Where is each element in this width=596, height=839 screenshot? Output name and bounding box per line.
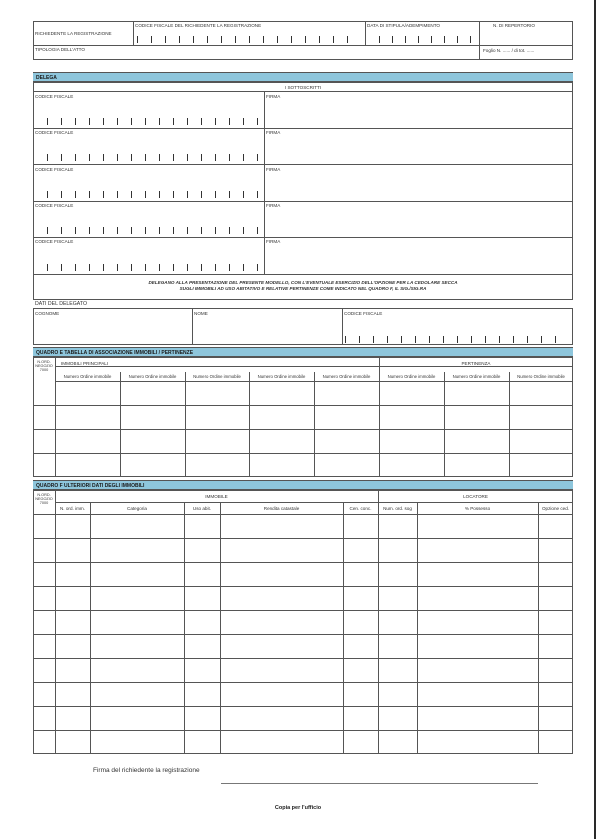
nord-negozio-label: N.ORD. NEGOZIO 7000 — [35, 493, 53, 506]
quadro-f-vline — [184, 502, 185, 754]
immobili-principali-label: IMMOBILI PRINCIPALI — [61, 361, 109, 366]
quadro-f-divider — [33, 730, 573, 731]
quadro-f-vline — [55, 490, 56, 754]
quadro-f-divider — [33, 514, 573, 515]
delegato-vline — [342, 308, 343, 345]
firma-label: FIRMA — [266, 94, 281, 99]
quadro-f-divider — [33, 562, 573, 563]
header-divider — [33, 45, 573, 46]
richiedente-label: RICHIEDENTE LA REGISTRAZIONE — [35, 31, 112, 36]
quadro-f-vline — [378, 490, 379, 754]
quadro-f-vline — [417, 502, 418, 754]
opzione-header: Opzione ced. — [541, 506, 570, 511]
quadro-f-table — [33, 490, 573, 754]
n-repertorio-label: N. DI REPERTORIO — [493, 23, 535, 28]
numero-ordine-header: Numero Ordine immobile — [387, 374, 436, 379]
codice-fiscale-field[interactable] — [47, 190, 259, 198]
numero-ordine-header: Numero Ordine immobile — [193, 374, 241, 379]
possesso-header: % Possesso — [464, 506, 491, 511]
quadro-e-vline — [444, 372, 445, 477]
cen-conc-header: Cen. conc. — [349, 506, 372, 511]
quadro-e-divider — [33, 405, 573, 406]
delega-divider — [33, 164, 573, 165]
categoria-header: Categoria — [127, 506, 147, 511]
delega-divider — [33, 201, 573, 202]
delegato-title: DATI DEL DELEGATO — [35, 301, 87, 307]
quadro-f-divider — [33, 658, 573, 659]
quadro-f-section-bar — [33, 480, 573, 490]
quadro-e-vline — [509, 372, 510, 477]
quadro-f-divider — [33, 682, 573, 683]
quadro-f-divider — [55, 502, 573, 503]
header-vline — [365, 21, 366, 45]
sottoscritti-label: I SOTTOSCRITTI — [284, 85, 322, 90]
quadro-f-vline — [220, 502, 221, 754]
quadro-e-divider — [33, 453, 573, 454]
delega-section-bar — [33, 72, 573, 82]
codice-fiscale-field[interactable] — [47, 117, 259, 125]
delega-statement-line2: SUGLI IMMOBILI AD USO ABITATIVO E RELATIVE PERTINENZE COME INDICATO NEL QUADRO F, IL SIG./SIG.RA — [179, 286, 427, 291]
numero-ordine-header: Numero Ordine immobile — [257, 374, 306, 379]
quadro-f-divider — [33, 706, 573, 707]
delega-divider — [33, 237, 573, 238]
firma-richiedente-line[interactable] — [221, 783, 538, 784]
codice-fiscale-label: CODICE FISCALE — [35, 167, 74, 172]
delega-divider — [33, 128, 573, 129]
header-vline — [133, 21, 134, 45]
locatore-label: LOCATORE — [463, 494, 488, 499]
quadro-f-divider — [33, 610, 573, 611]
quadro-f-divider — [33, 634, 573, 635]
num-ord-sog-header: Num. ord. sog — [383, 506, 412, 511]
delega-divider — [33, 274, 573, 275]
footer-copy-label: Copia per l'ufficio — [274, 805, 322, 811]
quadro-f-divider — [33, 538, 573, 539]
codice-fiscale-label: CODICE FISCALE — [35, 94, 74, 99]
rendita-header: Rendita catastale — [263, 506, 300, 511]
quadro-f-vline — [343, 502, 344, 754]
n-ord-imm-header: N. ord. imm. — [59, 506, 85, 511]
delegato-codice-fiscale-label: CODICE FISCALE — [344, 311, 383, 316]
quadro-e-divider — [55, 366, 573, 367]
firma-label: FIRMA — [266, 239, 281, 244]
registration-form — [33, 21, 573, 791]
numero-ordine-header: Numero Ordine immobile — [517, 374, 565, 379]
codice-fiscale-label: CODICE FISCALE — [35, 203, 74, 208]
quadro-e-vline — [120, 372, 121, 477]
codice-fiscale-field[interactable] — [47, 263, 259, 271]
delegato-vline — [192, 308, 193, 345]
codice-fiscale-richiedente-field[interactable] — [137, 35, 362, 43]
delega-statement-line1: DELEGANO ALLA PRESENTAZIONE DEL PRESENTE MODELLO, CON L'EVENTUALE ESERCIZIO DELL'OPZIONE PER LA CEDOLARE SECCA — [148, 280, 458, 285]
codice-fiscale-label: CODICE FISCALE — [35, 239, 74, 244]
delega-divider — [33, 91, 573, 92]
nome-label: NOME — [194, 311, 208, 316]
codice-fiscale-richiedente-label: CODICE FISCALE DEL RICHIEDENTE LA REGISTRAZIONE — [135, 23, 262, 28]
cognome-label: COGNOME — [35, 311, 60, 316]
quadro-e-divider — [33, 429, 573, 430]
quadro-f-divider — [33, 586, 573, 587]
delega-vline — [264, 91, 265, 274]
data-stipula-field[interactable] — [379, 35, 475, 43]
firma-label: FIRMA — [266, 167, 281, 172]
nord-negozio-label: N.ORD. NEGOZIO 7000 — [35, 360, 53, 373]
quadro-f-vline — [538, 502, 539, 754]
quadro-f-title: QUADRO F ULTERIORI DATI DEGLI IMMOBILI — [36, 483, 145, 489]
quadro-f-vline — [90, 502, 91, 754]
codice-fiscale-label: CODICE FISCALE — [35, 130, 74, 135]
numero-ordine-header: Numero Ordine immobile — [322, 374, 371, 379]
immobile-label: IMMOBILE — [205, 494, 228, 499]
quadro-e-title: QUADRO E TABELLA DI ASSOCIAZIONE IMMOBILI / PERTINENZE — [36, 350, 194, 356]
delega-title: DELEGA — [36, 75, 57, 81]
firma-richiedente-label: Firma del richiedente la registrazione — [93, 767, 200, 774]
numero-ordine-header: Numero Ordine immobile — [128, 374, 177, 379]
firma-label: FIRMA — [266, 130, 281, 135]
tipologia-label: TIPOLOGIA DELL'ATTO — [35, 47, 85, 52]
uso-abit-header: Uso abit. — [192, 506, 212, 511]
codice-fiscale-field[interactable] — [47, 226, 259, 234]
quadro-e-vline — [185, 372, 186, 477]
numero-ordine-header: Numero Ordine immobile — [63, 374, 112, 379]
codice-fiscale-field[interactable] — [47, 153, 259, 161]
numero-ordine-header: Numero Ordine immobile — [452, 374, 501, 379]
quadro-e-section-bar — [33, 347, 573, 357]
pertinenza-label: PERTINENZA — [461, 361, 491, 366]
quadro-e-divider — [55, 381, 573, 382]
delegato-codice-fiscale-field[interactable] — [345, 335, 570, 343]
quadro-e-vline — [314, 372, 315, 477]
quadro-e-vline — [249, 372, 250, 477]
foglio-label: Foglio N. ...... / di tot. ...... — [483, 48, 535, 53]
header-vline — [479, 21, 480, 60]
data-stipula-label: DATA DI STIPULA/ADEMPIMENTO — [367, 23, 441, 28]
firma-label: FIRMA — [266, 203, 281, 208]
